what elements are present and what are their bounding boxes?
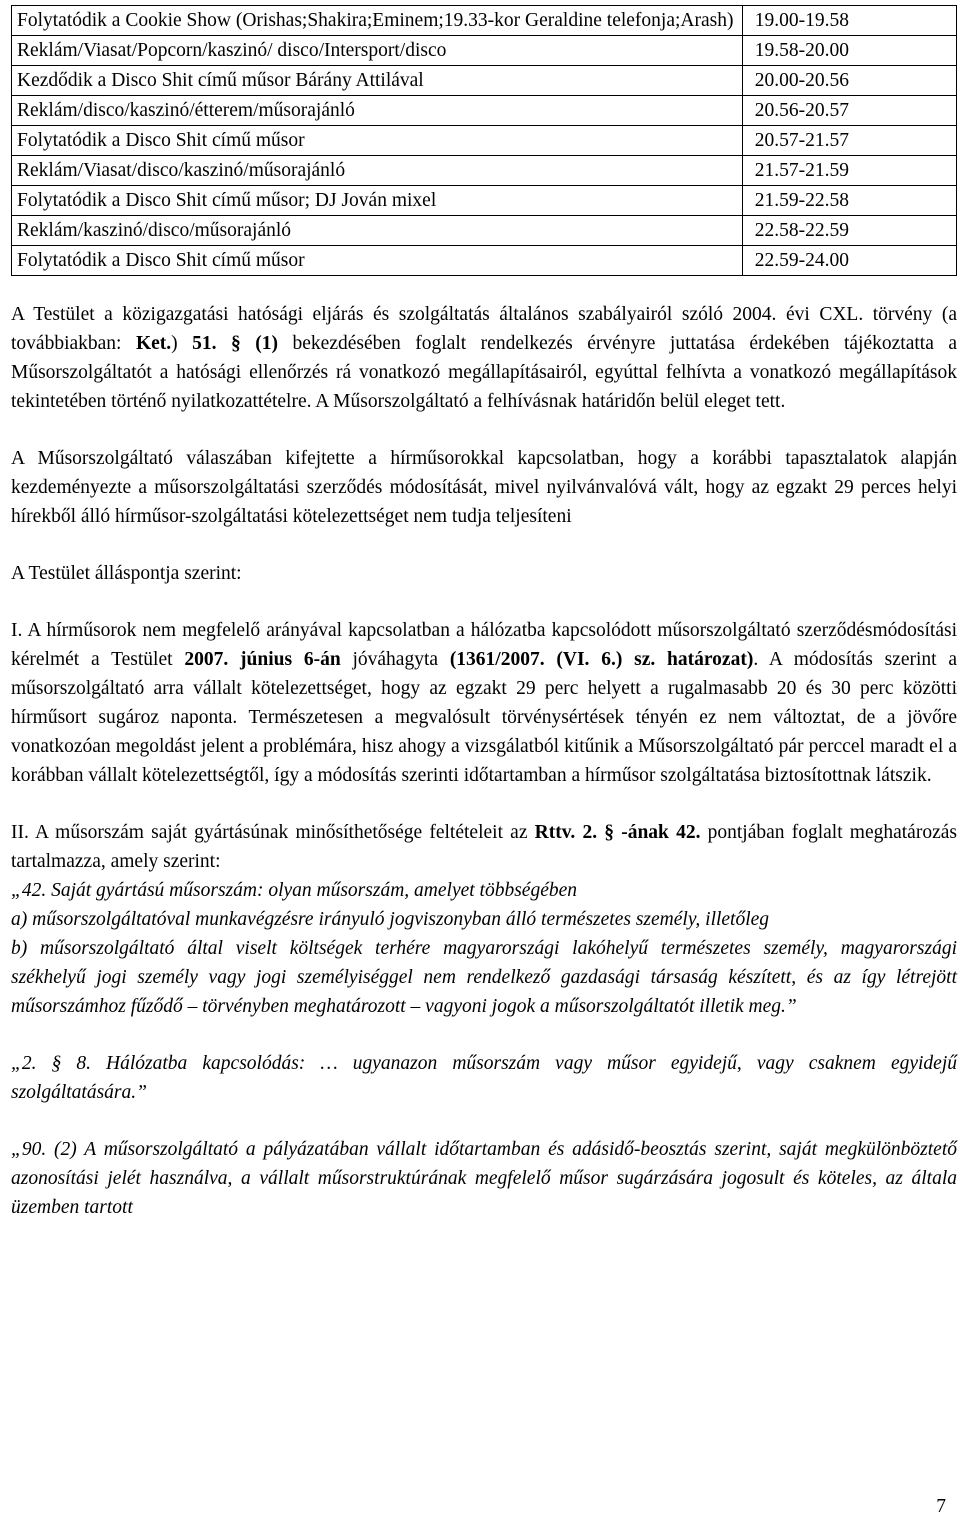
bold-run: 51. § (1) xyxy=(192,333,279,354)
schedule-time: 22.59-24.00 xyxy=(742,246,956,276)
table-row xyxy=(12,216,957,246)
text-run: . A módosítás szerint a műsorszolgáltató arra vállalt kötelezettséget, hogy az egzakt 29 perc helyett a rugalmasabb 20 és 30 perc közötti hírműsort sugároz naponta. Természetesen a megvalósult törvénysértések tényén ez nem változtat, de a jövőre vonatkozóan megoldást jelent a problémára, hisz ahogy a vizsgálatból kitűnik a Műsorszolgáltató pár perccel maradt el a korábban vállalt kötelezettségtől, így a módosítás szerinti időtartamban a hírműsor szolgáltatása biztosítottnak látszik. xyxy=(11,649,958,786)
paragraph-ket xyxy=(11,300,957,416)
text-run: I. A hírműsorok nem megfelelő arányával kapcsolatban a hálózatba kapcsolódott műsorszolgáltató szerződésmódosítási kérelmét a Testület xyxy=(11,620,957,670)
italic-run: „42. Saját gyártású műsorszám: olyan műsorszám, amelyet többségében xyxy=(11,880,578,901)
italic-run: „90. (2) A műsorszolgáltató a pályázatában vállalt időtartamban és adásidő-beosztás szerint, saját megkülönböztető azonosítási jelét használva, a vállalt műsorstruktúrának megfelelő műsor sugárzására jogosult és köteles, az általa üzemben tartott xyxy=(11,1139,957,1218)
schedule-body xyxy=(12,6,957,276)
section-one xyxy=(11,616,957,790)
schedule-table xyxy=(11,5,957,276)
text-run: ) xyxy=(171,333,193,354)
table-row xyxy=(12,126,957,156)
schedule-time: 20.57-21.57 xyxy=(742,126,956,156)
text-run: II. A műsorszám saját gyártásúnak minősíthetősége feltételeit az xyxy=(11,822,535,843)
table-row xyxy=(12,246,957,276)
schedule-desc: Folytatódik a Disco Shit című műsor xyxy=(12,126,743,156)
schedule-time: 19.00-19.58 xyxy=(742,6,956,36)
page-number: 7 xyxy=(936,1496,946,1517)
quote-90 xyxy=(11,1135,957,1222)
spacer xyxy=(11,790,957,818)
section-two xyxy=(11,818,957,876)
schedule-time: 20.00-20.56 xyxy=(742,66,956,96)
schedule-desc: Reklám/Viasat/disco/kaszinó/műsorajánló xyxy=(12,156,743,186)
schedule-time: 19.58-20.00 xyxy=(742,36,956,66)
schedule-desc: Folytatódik a Cookie Show (Orishas;Shakira;Eminem;19.33-kor Geraldine telefonja;Arash) xyxy=(12,6,743,36)
spacer xyxy=(11,1021,957,1049)
table-row xyxy=(12,96,957,126)
schedule-desc: Folytatódik a Disco Shit című műsor xyxy=(12,246,743,276)
quote-42b xyxy=(11,934,957,1021)
quote-network xyxy=(11,1049,957,1107)
table-row xyxy=(12,66,957,96)
schedule-time: 21.57-21.59 xyxy=(742,156,956,186)
schedule-time: 22.58-22.59 xyxy=(742,216,956,246)
schedule-desc: Folytatódik a Disco Shit című műsor; DJ Jován mixel xyxy=(12,186,743,216)
text-run: jóváhagyta xyxy=(340,649,450,670)
schedule-time: 21.59-22.58 xyxy=(742,186,956,216)
bold-run: Rttv. 2. § -ának 42. xyxy=(534,822,701,843)
quote-42a xyxy=(11,905,957,934)
spacer xyxy=(11,588,957,616)
bold-run: Ket. xyxy=(135,333,172,354)
text-run: A Testület a közigazgatási hatósági eljárás és szolgáltatás általános szabályairól szóló 2004. évi CXL. törvény (a továbbiakban: xyxy=(11,304,957,354)
bold-run: (1361/2007. (VI. 6.) sz. határozat) xyxy=(449,649,754,670)
schedule-desc: Reklám/kaszinó/disco/műsorajánló xyxy=(12,216,743,246)
table-row xyxy=(12,6,957,36)
paragraph-position: A Testület álláspontja szerint: xyxy=(11,563,242,584)
text-run: pontjában foglalt meghatározás tartalmazza, amely szerint: xyxy=(11,822,957,872)
table-row xyxy=(12,36,957,66)
quote-42 xyxy=(11,876,957,905)
spacer xyxy=(11,531,957,559)
spacer xyxy=(11,1107,957,1135)
spacer xyxy=(11,276,957,300)
schedule-time: 20.56-20.57 xyxy=(742,96,956,126)
document-page xyxy=(11,5,957,1222)
bold-run: 2007. június 6-án xyxy=(184,649,341,670)
italic-run: a) műsorszolgáltatóval munkavégzésre irányuló jogviszonyban álló természetes személy, illetőleg xyxy=(11,909,770,930)
text-run: bekezdésében foglalt rendelkezés érvényre juttatása érdekében tájékoztatta a Műsorszolgáltatót a hatósági ellenőrzés rá vonatkozó megállapításairól, egyúttal felhívta a vonatkozó megállapítások tekintetében történő nyilatkozattételre. A Műsorszolgáltató a felhívásnak határidőn belül eleget tett. xyxy=(11,333,957,412)
paragraph-response: A Műsorszolgáltató válaszában kifejtette a hírműsorokkal kapcsolatban, hogy a korábbi tapasztalatok alapján kezdeményezte a műsorszolgáltatási szerződés módosítását, mivel nyilvánvalóvá vált, hogy az egzakt 29 perces helyi hírekből álló hírműsor-szolgáltatási kötelezettséget nem tudja teljesíteni xyxy=(11,448,957,527)
table-row xyxy=(12,186,957,216)
spacer xyxy=(11,416,957,444)
italic-run: „2. § 8. Hálózatba kapcsolódás: … ugyanazon műsorszám vagy műsor egyidejű, vagy csaknem egyidejű szolgáltatására.” xyxy=(11,1053,957,1103)
italic-run: b) műsorszolgáltató által viselt költségek terhére magyarországi lakóhelyű természetes személy, magyarországi székhelyű jogi személy vagy jogi személyiséggel nem rendelkező gazdasági társaság készített, és az így létrejött műsorszámhoz fűződő – törvényben meghatározott – vagyoni jogok a műsorszolgáltatót illetik meg.” xyxy=(11,938,957,1017)
schedule-desc: Reklám/Viasat/Popcorn/kaszinó/ disco/Intersport/disco xyxy=(12,36,743,66)
table-row xyxy=(12,156,957,186)
schedule-desc: Reklám/disco/kaszinó/étterem/műsorajánló xyxy=(12,96,743,126)
schedule-desc: Kezdődik a Disco Shit című műsor Bárány Attilával xyxy=(12,66,743,96)
